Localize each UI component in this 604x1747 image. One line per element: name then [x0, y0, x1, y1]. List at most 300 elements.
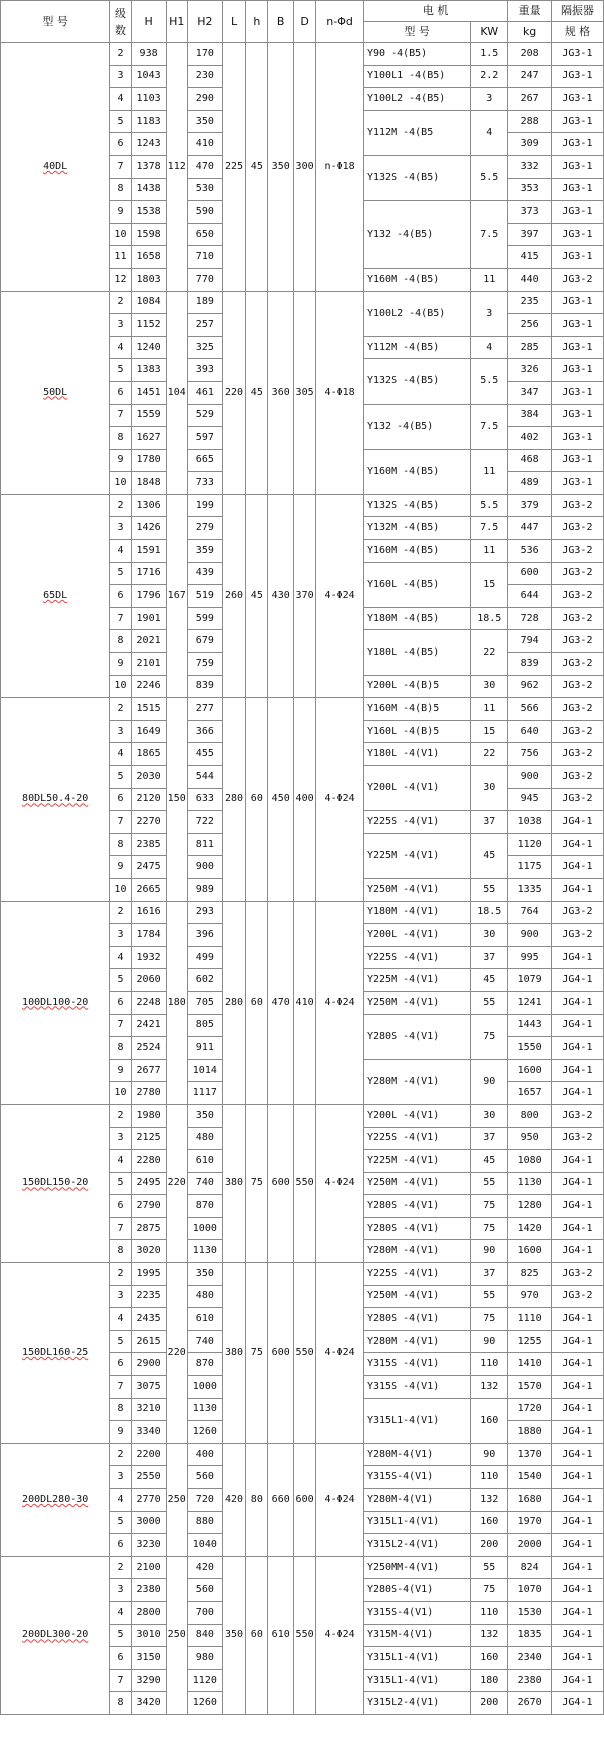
dim-H2: 610	[187, 1308, 222, 1331]
stage-count: 2	[110, 1104, 131, 1127]
dim-H: 3420	[131, 1692, 166, 1715]
motor-power: 3	[471, 88, 508, 111]
dim-H2: 805	[187, 1014, 222, 1037]
dim-H2: 1260	[187, 1692, 222, 1715]
stage-count: 3	[110, 1579, 131, 1602]
dim-H: 2120	[131, 788, 166, 811]
table-row	[1, 494, 604, 517]
dim-B: 350	[268, 43, 293, 292]
motor-power: 160	[471, 1647, 508, 1670]
motor-power: 75	[471, 1308, 508, 1331]
motor-model: Y225M -4(V1)	[363, 1150, 470, 1173]
motor-model: Y100L2 -4(B5)	[363, 88, 470, 111]
dim-H: 2677	[131, 1059, 166, 1082]
stage-count: 10	[110, 675, 131, 698]
isolator-spec: JG4-1	[551, 811, 603, 834]
header-B: B	[268, 1, 293, 43]
motor-power: 200	[471, 1692, 508, 1715]
weight-kg: 1880	[508, 1421, 552, 1444]
weight-kg: 1550	[508, 1037, 552, 1060]
dim-H: 938	[131, 43, 166, 66]
stage-count: 5	[110, 562, 131, 585]
isolator-spec: JG3-1	[551, 88, 603, 111]
weight-kg: 536	[508, 540, 552, 563]
dim-H2: 400	[187, 1443, 222, 1466]
isolator-spec: JG3-1	[551, 404, 603, 427]
dim-H: 3230	[131, 1534, 166, 1557]
mounting-holes: 4-Φ24	[316, 1104, 364, 1262]
dim-H2: 880	[187, 1511, 222, 1534]
dim-H2: 720	[187, 1489, 222, 1512]
stage-count: 7	[110, 607, 131, 630]
dim-H: 1980	[131, 1104, 166, 1127]
pump-model: 40DL	[1, 43, 110, 292]
stage-count: 2	[110, 291, 131, 314]
dim-H2: 989	[187, 878, 222, 901]
isolator-spec: JG4-1	[551, 1647, 603, 1670]
stage-count: 7	[110, 1217, 131, 1240]
stage-count: 2	[110, 698, 131, 721]
motor-model: Y132S -4(B5)	[363, 359, 470, 404]
dim-H: 2021	[131, 630, 166, 653]
stage-count: 9	[110, 856, 131, 879]
isolator-spec: JG3-2	[551, 1285, 603, 1308]
dim-H: 1901	[131, 607, 166, 630]
dim-L: 380	[222, 1263, 245, 1444]
weight-kg: 1255	[508, 1330, 552, 1353]
weight-kg: 373	[508, 201, 552, 224]
motor-model: Y250M -4(V1)	[363, 991, 470, 1014]
isolator-spec: JG4-1	[551, 1037, 603, 1060]
pump-model: 65DL	[1, 494, 110, 697]
isolator-spec: JG3-2	[551, 630, 603, 653]
motor-power: 132	[471, 1624, 508, 1647]
dim-H: 2060	[131, 969, 166, 992]
weight-kg: 2670	[508, 1692, 552, 1715]
motor-power: 7.5	[471, 404, 508, 449]
isolator-spec: JG4-1	[551, 969, 603, 992]
motor-power: 11	[471, 540, 508, 563]
dim-B: 430	[268, 494, 293, 697]
motor-power: 55	[471, 991, 508, 1014]
dim-H2: 410	[187, 133, 222, 156]
motor-power: 110	[471, 1353, 508, 1376]
dim-H: 1780	[131, 449, 166, 472]
motor-model: Y100L2 -4(B5)	[363, 291, 470, 336]
weight-kg: 1420	[508, 1217, 552, 1240]
stage-count: 7	[110, 811, 131, 834]
dim-H: 1426	[131, 517, 166, 540]
motor-power: 75	[471, 1217, 508, 1240]
stage-count: 2	[110, 1263, 131, 1286]
stage-count: 10	[110, 223, 131, 246]
weight-kg: 1335	[508, 878, 552, 901]
dim-L: 350	[222, 1556, 245, 1714]
motor-model: Y250M -4(V1)	[363, 1172, 470, 1195]
isolator-spec: JG3-1	[551, 246, 603, 269]
weight-kg: 794	[508, 630, 552, 653]
motor-power: 75	[471, 1195, 508, 1218]
weight-kg: 1570	[508, 1376, 552, 1399]
motor-power: 7.5	[471, 517, 508, 540]
motor-model: Y250M -4(V1)	[363, 878, 470, 901]
isolator-spec: JG4-1	[551, 1059, 603, 1082]
dim-H: 3075	[131, 1376, 166, 1399]
dim-H2: 480	[187, 1127, 222, 1150]
weight-kg: 1443	[508, 1014, 552, 1037]
dim-H2: 560	[187, 1466, 222, 1489]
weight-kg: 332	[508, 155, 552, 178]
isolator-spec: JG4-1	[551, 1692, 603, 1715]
motor-model: Y160M -4(B5)	[363, 540, 470, 563]
weight-kg: 1835	[508, 1624, 552, 1647]
mounting-holes: 4-Φ24	[316, 1556, 364, 1714]
isolator-spec: JG4-1	[551, 946, 603, 969]
weight-kg: 800	[508, 1104, 552, 1127]
weight-kg: 1070	[508, 1579, 552, 1602]
dim-H2: 359	[187, 540, 222, 563]
weight-kg: 415	[508, 246, 552, 269]
header-motor: 电 机	[363, 1, 507, 22]
isolator-spec: JG3-2	[551, 607, 603, 630]
dim-H2: 350	[187, 110, 222, 133]
dim-H2: 1000	[187, 1376, 222, 1399]
dim-H2: 439	[187, 562, 222, 585]
dim-H: 3210	[131, 1398, 166, 1421]
weight-kg: 1080	[508, 1150, 552, 1173]
motor-power: 5.5	[471, 155, 508, 200]
motor-model: Y132M -4(B5)	[363, 517, 470, 540]
motor-model: Y315S-4(V1)	[363, 1466, 470, 1489]
dim-H2: 597	[187, 427, 222, 450]
isolator-spec: JG4-1	[551, 1489, 603, 1512]
motor-power: 7.5	[471, 201, 508, 269]
dim-H: 1848	[131, 472, 166, 495]
motor-power: 45	[471, 969, 508, 992]
dim-B: 660	[268, 1443, 293, 1556]
dim-D: 550	[293, 1556, 315, 1714]
isolator-spec: JG4-1	[551, 878, 603, 901]
motor-model: Y315L2-4(V1)	[363, 1692, 470, 1715]
stage-count: 8	[110, 833, 131, 856]
motor-model: Y280M-4(V1)	[363, 1489, 470, 1512]
dim-L: 220	[222, 291, 245, 494]
motor-power: 3	[471, 291, 508, 336]
dim-H: 2380	[131, 1579, 166, 1602]
isolator-spec: JG4-1	[551, 1376, 603, 1399]
dim-H1: 250	[166, 1443, 187, 1556]
stage-count: 4	[110, 1489, 131, 1512]
motor-power: 4	[471, 110, 508, 155]
motor-power: 30	[471, 1104, 508, 1127]
dim-H: 2200	[131, 1443, 166, 1466]
weight-kg: 447	[508, 517, 552, 540]
dim-H2: 722	[187, 811, 222, 834]
dim-H: 2790	[131, 1195, 166, 1218]
stage-count: 4	[110, 336, 131, 359]
dim-H2: 544	[187, 766, 222, 789]
dim-H2: 650	[187, 223, 222, 246]
motor-power: 11	[471, 268, 508, 291]
dim-H: 1240	[131, 336, 166, 359]
stage-count: 10	[110, 472, 131, 495]
isolator-spec: JG4-1	[551, 1082, 603, 1105]
weight-kg: 764	[508, 901, 552, 924]
motor-power: 45	[471, 833, 508, 878]
stage-count: 2	[110, 1443, 131, 1466]
dim-H2: 560	[187, 1579, 222, 1602]
isolator-spec: JG4-1	[551, 1217, 603, 1240]
isolator-spec: JG4-1	[551, 1240, 603, 1263]
stage-count: 5	[110, 969, 131, 992]
motor-model: Y200L -4(V1)	[363, 1104, 470, 1127]
dim-H2: 710	[187, 246, 222, 269]
weight-kg: 900	[508, 766, 552, 789]
stage-count: 8	[110, 630, 131, 653]
dim-D: 550	[293, 1263, 315, 1444]
weight-kg: 397	[508, 223, 552, 246]
motor-model: Y225M -4(V1)	[363, 833, 470, 878]
dim-H: 2800	[131, 1601, 166, 1624]
dim-H2: 911	[187, 1037, 222, 1060]
stage-count: 10	[110, 1082, 131, 1105]
dim-H1: 220	[166, 1263, 187, 1444]
motor-power: 15	[471, 562, 508, 607]
dim-H2: 1117	[187, 1082, 222, 1105]
stage-count: 8	[110, 1240, 131, 1263]
dim-H2: 1130	[187, 1240, 222, 1263]
dim-B: 600	[268, 1104, 293, 1262]
dim-H2: 705	[187, 991, 222, 1014]
motor-model: Y315S -4(V1)	[363, 1376, 470, 1399]
stage-count: 9	[110, 1059, 131, 1082]
dim-H2: 733	[187, 472, 222, 495]
pump-model: 200DL300-20	[1, 1556, 110, 1714]
stage-count: 4	[110, 1308, 131, 1331]
motor-power: 37	[471, 1127, 508, 1150]
motor-model: Y315L1-4(V1)	[363, 1647, 470, 1670]
pump-model: 200DL280-30	[1, 1443, 110, 1556]
stage-count: 2	[110, 494, 131, 517]
dim-H2: 455	[187, 743, 222, 766]
dim-H: 1538	[131, 201, 166, 224]
isolator-spec: JG3-1	[551, 359, 603, 382]
motor-model: Y180L -4(B5)	[363, 630, 470, 675]
dim-L: 420	[222, 1443, 245, 1556]
motor-power: 110	[471, 1601, 508, 1624]
motor-power: 110	[471, 1466, 508, 1489]
motor-model: Y315L1-4(V1)	[363, 1511, 470, 1534]
mounting-holes: 4-Φ24	[316, 901, 364, 1104]
weight-kg: 379	[508, 494, 552, 517]
stage-count: 6	[110, 1195, 131, 1218]
motor-model: Y225S -4(V1)	[363, 811, 470, 834]
dim-h: 60	[246, 901, 268, 1104]
dim-H2: 1120	[187, 1669, 222, 1692]
motor-power: 200	[471, 1534, 508, 1557]
motor-model: Y315S-4(V1)	[363, 1601, 470, 1624]
dim-H2: 277	[187, 698, 222, 721]
dim-H: 2280	[131, 1150, 166, 1173]
dim-H2: 470	[187, 155, 222, 178]
motor-power: 4	[471, 336, 508, 359]
dim-H: 1183	[131, 110, 166, 133]
dim-H: 2875	[131, 1217, 166, 1240]
dim-H2: 170	[187, 43, 222, 66]
motor-model: Y200L -4(V1)	[363, 766, 470, 811]
dim-H2: 839	[187, 675, 222, 698]
motor-power: 18.5	[471, 901, 508, 924]
motor-model: Y315L1-4(V1)	[363, 1669, 470, 1692]
motor-model: Y132S -4(B5)	[363, 494, 470, 517]
weight-kg: 600	[508, 562, 552, 585]
weight-kg: 756	[508, 743, 552, 766]
weight-kg: 285	[508, 336, 552, 359]
stage-count: 4	[110, 1150, 131, 1173]
weight-kg: 288	[508, 110, 552, 133]
dim-h: 45	[246, 291, 268, 494]
isolator-spec: JG4-1	[551, 1466, 603, 1489]
table-body	[1, 43, 604, 1715]
table-row	[1, 698, 604, 721]
motor-model: Y280M -4(V1)	[363, 1240, 470, 1263]
isolator-spec: JG4-1	[551, 1150, 603, 1173]
header-motor-model: 型 号	[363, 22, 470, 43]
motor-power: 160	[471, 1398, 508, 1443]
dim-H1: 104	[166, 291, 187, 494]
weight-kg: 1130	[508, 1172, 552, 1195]
weight-kg: 440	[508, 268, 552, 291]
dim-H: 1438	[131, 178, 166, 201]
dim-h: 75	[246, 1263, 268, 1444]
motor-model: Y100L1 -4(B5)	[363, 65, 470, 88]
dim-H2: 759	[187, 653, 222, 676]
weight-kg: 1038	[508, 811, 552, 834]
stage-count: 6	[110, 585, 131, 608]
motor-power: 30	[471, 675, 508, 698]
isolator-spec: JG3-1	[551, 110, 603, 133]
stage-count: 3	[110, 1466, 131, 1489]
dim-H: 2270	[131, 811, 166, 834]
motor-model: Y225M -4(V1)	[363, 969, 470, 992]
stage-count: 6	[110, 991, 131, 1014]
dim-H: 2475	[131, 856, 166, 879]
motor-model: Y280S -4(V1)	[363, 1308, 470, 1331]
dim-H: 2030	[131, 766, 166, 789]
weight-kg: 256	[508, 314, 552, 337]
dim-D: 400	[293, 698, 315, 901]
isolator-spec: JG4-1	[551, 1511, 603, 1534]
weight-kg: 384	[508, 404, 552, 427]
isolator-spec: JG3-1	[551, 427, 603, 450]
isolator-spec: JG4-1	[551, 1556, 603, 1579]
motor-model: Y225S -4(V1)	[363, 1263, 470, 1286]
weight-kg: 2000	[508, 1534, 552, 1557]
dim-H: 2125	[131, 1127, 166, 1150]
weight-kg: 945	[508, 788, 552, 811]
dim-H1: 150	[166, 698, 187, 901]
stage-count: 8	[110, 1037, 131, 1060]
motor-power: 55	[471, 1556, 508, 1579]
motor-model: Y280S-4(V1)	[363, 1579, 470, 1602]
dim-H2: 350	[187, 1263, 222, 1286]
dim-H2: 1000	[187, 1217, 222, 1240]
dim-H2: 420	[187, 1556, 222, 1579]
dim-H2: 870	[187, 1353, 222, 1376]
isolator-spec: JG4-1	[551, 1014, 603, 1037]
isolator-spec: JG3-2	[551, 924, 603, 947]
motor-model: Y180M -4(V1)	[363, 901, 470, 924]
table-row	[1, 43, 604, 66]
dim-B: 360	[268, 291, 293, 494]
stage-count: 6	[110, 1647, 131, 1670]
dim-h: 45	[246, 494, 268, 697]
weight-kg: 489	[508, 472, 552, 495]
weight-kg: 825	[508, 1263, 552, 1286]
weight-kg: 1241	[508, 991, 552, 1014]
stage-count: 4	[110, 540, 131, 563]
isolator-spec: JG3-2	[551, 743, 603, 766]
weight-kg: 566	[508, 698, 552, 721]
motor-model: Y280M-4(V1)	[363, 1443, 470, 1466]
isolator-spec: JG3-1	[551, 291, 603, 314]
isolator-spec: JG3-2	[551, 1104, 603, 1127]
stage-count: 3	[110, 517, 131, 540]
dim-H2: 633	[187, 788, 222, 811]
isolator-spec: JG3-1	[551, 314, 603, 337]
motor-model: Y180L -4(V1)	[363, 743, 470, 766]
header-kw: KW	[471, 22, 508, 43]
dim-H2: 602	[187, 969, 222, 992]
weight-kg: 1280	[508, 1195, 552, 1218]
stage-count: 5	[110, 1624, 131, 1647]
dim-H2: 610	[187, 1150, 222, 1173]
isolator-spec: JG3-2	[551, 540, 603, 563]
dim-H: 2550	[131, 1466, 166, 1489]
stage-count: 5	[110, 1511, 131, 1534]
dim-H: 1378	[131, 155, 166, 178]
dim-h: 80	[246, 1443, 268, 1556]
dim-H: 3000	[131, 1511, 166, 1534]
dim-H2: 980	[187, 1647, 222, 1670]
table-header	[1, 1, 604, 43]
dim-B: 600	[268, 1263, 293, 1444]
stage-count: 8	[110, 178, 131, 201]
isolator-spec: JG4-1	[551, 1195, 603, 1218]
motor-power: 55	[471, 1285, 508, 1308]
isolator-spec: JG4-1	[551, 833, 603, 856]
dim-H: 2421	[131, 1014, 166, 1037]
dim-H2: 350	[187, 1104, 222, 1127]
mounting-holes: 4-Φ18	[316, 291, 364, 494]
stage-count: 3	[110, 924, 131, 947]
isolator-spec: JG4-1	[551, 1308, 603, 1331]
motor-power: 1.5	[471, 43, 508, 66]
dim-H: 2780	[131, 1082, 166, 1105]
motor-power: 15	[471, 720, 508, 743]
mounting-holes: 4-Φ24	[316, 494, 364, 697]
weight-kg: 468	[508, 449, 552, 472]
dim-H2: 393	[187, 359, 222, 382]
motor-power: 5.5	[471, 359, 508, 404]
isolator-spec: JG3-1	[551, 155, 603, 178]
dim-H: 1591	[131, 540, 166, 563]
motor-model: Y315S -4(V1)	[363, 1353, 470, 1376]
dim-H2: 189	[187, 291, 222, 314]
dim-H: 1616	[131, 901, 166, 924]
dim-H2: 279	[187, 517, 222, 540]
dim-H: 2665	[131, 878, 166, 901]
